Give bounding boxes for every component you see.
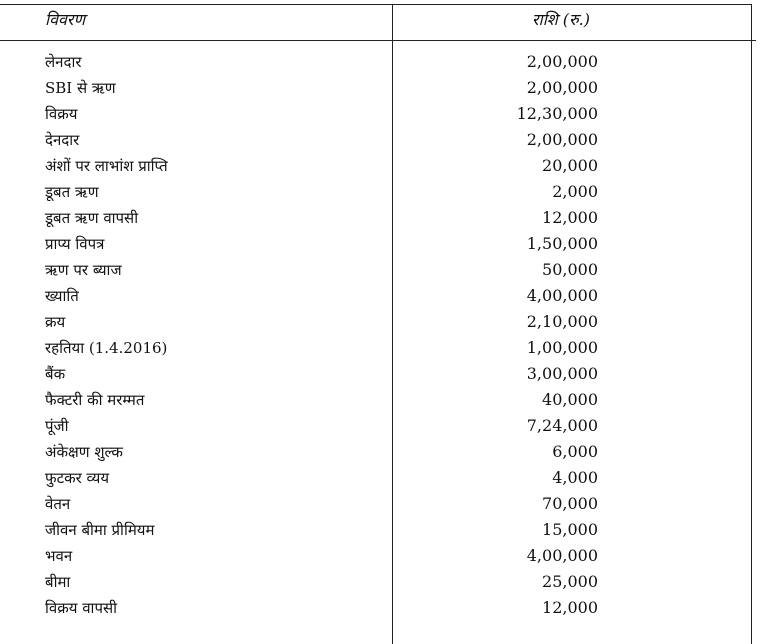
table-row <box>0 364 760 390</box>
row-amount: 2,000 <box>552 182 598 201</box>
table-row <box>0 546 760 572</box>
table-row <box>0 390 760 416</box>
row-amount: 15,000 <box>542 520 598 539</box>
row-label: जीवन बीमा प्रीमियम <box>45 521 155 539</box>
row-amount: 4,00,000 <box>526 286 598 305</box>
row-amount: 12,000 <box>542 598 598 617</box>
table-row <box>0 78 760 104</box>
header-amount: राशि (रु.) <box>532 10 590 29</box>
row-amount: 2,00,000 <box>526 78 598 97</box>
row-label: फुटकर व्यय <box>45 469 110 487</box>
row-label: डूबत ऋण <box>45 183 99 201</box>
row-amount: 25,000 <box>542 572 598 591</box>
row-amount: 70,000 <box>542 494 598 513</box>
row-amount: 2,00,000 <box>526 130 598 149</box>
row-amount: 1,50,000 <box>526 234 598 253</box>
table-row <box>0 468 760 494</box>
top-rule <box>0 4 752 5</box>
row-amount: 4,00,000 <box>526 546 598 565</box>
table-row <box>0 260 760 286</box>
row-amount: 50,000 <box>542 260 598 279</box>
row-label: अंशों पर लाभांश प्राप्ति <box>45 157 168 175</box>
row-label: वेतन <box>45 495 71 513</box>
table-row <box>0 338 760 364</box>
table-row <box>0 520 760 546</box>
row-label: रहतिया (1.4.2016) <box>45 339 168 357</box>
table-row <box>0 494 760 520</box>
row-label: बीमा <box>45 573 71 591</box>
row-label: बैंक <box>45 365 66 383</box>
table-row <box>0 416 760 442</box>
table-row <box>0 208 760 234</box>
table-row <box>0 104 760 130</box>
row-label: देनदार <box>45 131 80 149</box>
table-row <box>0 286 760 312</box>
table-row <box>0 442 760 468</box>
row-label: विक्रय <box>45 105 78 123</box>
row-amount: 12,000 <box>542 208 598 227</box>
row-amount: 1,00,000 <box>526 338 598 357</box>
header-particulars: विवरण <box>45 10 86 29</box>
table-row <box>0 312 760 338</box>
row-label: ख्याति <box>45 287 79 305</box>
table-row <box>0 234 760 260</box>
table-row <box>0 156 760 182</box>
row-amount: 2,00,000 <box>526 52 598 71</box>
row-amount: 6,000 <box>552 442 598 461</box>
row-amount: 12,30,000 <box>516 104 598 123</box>
table-row <box>0 182 760 208</box>
row-label: विक्रय वापसी <box>45 599 117 617</box>
table-row <box>0 52 760 78</box>
header-rule <box>0 40 756 41</box>
row-label: लेनदार <box>45 53 82 71</box>
row-amount: 20,000 <box>542 156 598 175</box>
table-row <box>0 130 760 156</box>
row-label: डूबत ऋण वापसी <box>45 209 139 227</box>
row-label: ऋण पर ब्याज <box>45 261 122 279</box>
row-amount: 4,000 <box>552 468 598 487</box>
table-row <box>0 598 760 624</box>
row-amount: 7,24,000 <box>526 416 598 435</box>
row-label: प्राप्य विपत्र <box>45 235 105 253</box>
row-label: क्रय <box>45 313 66 331</box>
row-label: अंकेक्षण शुल्क <box>45 443 123 461</box>
row-label: पूंजी <box>45 417 69 435</box>
row-amount: 2,10,000 <box>526 312 598 331</box>
row-amount: 40,000 <box>542 390 598 409</box>
table-row <box>0 572 760 598</box>
row-label: भवन <box>45 547 73 565</box>
row-label: फैक्टरी की मरम्मत <box>45 391 145 409</box>
row-amount: 3,00,000 <box>526 364 598 383</box>
row-label: SBI से ऋण <box>45 79 116 97</box>
